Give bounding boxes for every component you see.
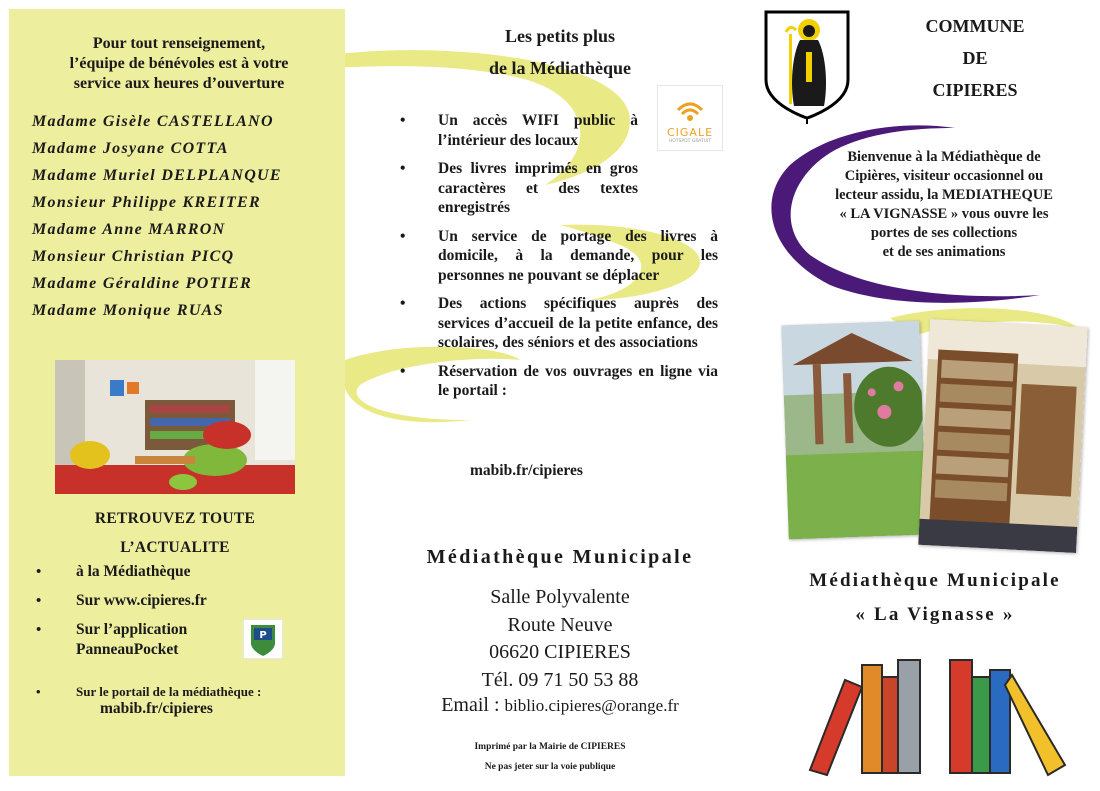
- reading-room-photo: [55, 360, 295, 494]
- plus-item: • Un service de portage des livres à domicile, à la demande, pour les personnes ne pouvant se déplacer: [400, 227, 718, 286]
- commune-heading-line: CIPIERES: [932, 80, 1018, 100]
- print-note: [390, 737, 710, 777]
- petits-plus-list: [400, 111, 718, 410]
- contact-intro-line: service aux heures d’ouverture: [73, 75, 285, 92]
- cipieres-coat-of-arms: [762, 10, 852, 125]
- news-title-line: RETROUVEZ TOUTE: [94, 510, 256, 527]
- books-illustration: [800, 655, 1080, 780]
- print-note-line: Imprimé par la Mairie de CIPIERES: [474, 742, 626, 752]
- middle-portal-url: mabib.fr/cipieres: [470, 462, 583, 479]
- mediatheque-title-line: Médiathèque Municipale: [809, 570, 1061, 591]
- news-title-line: L’ACTUALITE: [120, 539, 230, 556]
- petits-plus-title-line: de la Médiathèque: [489, 58, 631, 78]
- welcome-line: lecteur assidu, la MEDIATHEQUE: [835, 187, 1053, 203]
- garden-illustration: [781, 321, 926, 540]
- reading-room-illustration: [55, 360, 295, 494]
- news-item-app: [36, 620, 216, 660]
- volunteer-name: Madame Anne MARRON: [32, 221, 226, 238]
- plus-item-text: Des livres imprimés en gros caractères et des textes enregistrés: [438, 160, 638, 216]
- news-title: [40, 504, 310, 562]
- welcome-line: Cipières, visiteur occasionnel ou: [844, 168, 1044, 184]
- volunteer-name: Madame Géraldine POTIER: [32, 275, 253, 292]
- address-line: 06620 CIPIERES: [489, 641, 631, 663]
- panneaupocket-app-icon: [243, 619, 283, 659]
- phone-line: Tél. 09 71 50 53 88: [481, 668, 639, 691]
- address-line: Salle Polyvalente: [490, 586, 630, 608]
- bookshelves-photo: [918, 319, 1088, 553]
- welcome-line: « LA VIGNASSE » vous ouvre les: [839, 206, 1049, 222]
- volunteer-list: [32, 112, 282, 328]
- volunteer-name: Monsieur Philippe KREITER: [32, 194, 261, 211]
- wifi-logo-text: CIGALE: [666, 126, 714, 139]
- news-item: • à la Médiathèque: [36, 562, 336, 582]
- commune-heading-line: DE: [962, 48, 988, 68]
- news-item-website: • Sur www.cipieres.fr: [36, 591, 336, 611]
- bullet: •: [36, 684, 41, 699]
- volunteer-name: Madame Josyane COTTA: [32, 140, 229, 157]
- welcome-line: et de ses animations: [882, 244, 1006, 260]
- contact-intro-line: Pour tout renseignement,: [92, 35, 266, 52]
- email-label: Email :: [441, 694, 505, 716]
- volunteer-name: Madame Gisèle CASTELLANO: [32, 113, 274, 130]
- news-item-app-label: Sur l’application PanneauPocket: [76, 621, 188, 658]
- wifi-logo-subtext: HOTSPOT GRATUIT: [668, 139, 712, 144]
- volunteer-name: Monsieur Christian PICQ: [32, 248, 235, 265]
- welcome-text: [812, 148, 1076, 262]
- garden-photo: [781, 321, 926, 540]
- mediatheque-title: [775, 564, 1095, 632]
- email-address: biblio.cipieres@orange.fr: [504, 696, 679, 715]
- plus-item: • Des actions spécifiques auprès des services d’accueil de la petite enfance, des scolaires, des séniors et des associations: [400, 294, 718, 353]
- petits-plus-title-line: Les petits plus: [504, 26, 616, 46]
- plus-item: • Réservation de vos ouvrages en ligne via le portail :: [400, 362, 718, 401]
- volunteer-name: Madame Monique RUAS: [32, 302, 224, 319]
- svg-text:P: P: [259, 630, 267, 641]
- petits-plus-title: [395, 20, 725, 84]
- contact-intro-line: l’équipe de bénévoles est à votre: [69, 55, 289, 72]
- portal-text: Sur le portail de la médiathèque :: [76, 684, 262, 699]
- volunteer-name: Madame Muriel DELPLANQUE: [32, 167, 282, 184]
- email-line: [385, 694, 735, 717]
- plus-item: [400, 159, 638, 218]
- print-note-line: Ne pas jeter sur la voie publique: [484, 762, 616, 772]
- address-block: [390, 584, 730, 694]
- plus-item: [400, 111, 638, 150]
- commune-heading-line: COMMUNE: [925, 16, 1025, 36]
- contact-intro: [24, 34, 334, 94]
- mediatheque-title-line: « La Vignasse »: [855, 604, 1015, 625]
- commune-heading: [900, 10, 1050, 106]
- welcome-line: Bienvenue à la Médiathèque de: [847, 149, 1041, 165]
- left-portal-url: mabib.fr/cipieres: [100, 700, 213, 717]
- news-list: [36, 562, 336, 669]
- address-title: Médiathèque Municipale: [426, 546, 694, 568]
- bookshelves-illustration: [918, 319, 1088, 553]
- address-line: Route Neuve: [507, 613, 613, 636]
- welcome-line: portes de ses collections: [870, 225, 1018, 241]
- plus-item-text: Un accès WIFI public à l’intérieur des locaux: [438, 112, 638, 149]
